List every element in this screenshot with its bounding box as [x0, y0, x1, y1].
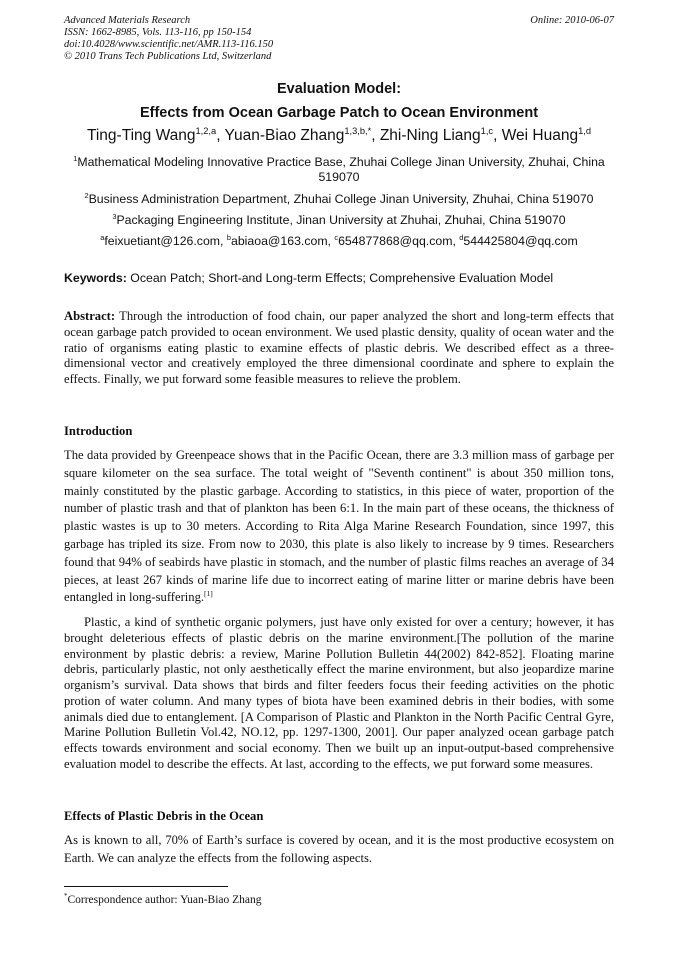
journal-header	[64, 15, 273, 63]
abstract: Abstract: Through the introduction of food chain, our paper analyzed the short and long-term effects that ocean garbage patch provided to ocean environment. We used plastic density, quality of ocean water and the ratio of organisms eating plastic to examine effects of plastic debris. We described effect as a three-dimensional vector and creatively employed the three dimensional coordinate and sphere to explain the effects. Finally, we put forward some feasible measures to relieve the problem.	[64, 309, 614, 387]
online-date: Online: 2010-06-07	[530, 15, 614, 26]
section-heading-introduction: Introduction	[64, 424, 133, 438]
authors	[0, 127, 678, 145]
emails: $^a$feixuetiant@126.com, $^b$abiaoa@163.com, $^c$654877868@qq.com, $^d$544425804@qq.com	[100, 232, 578, 248]
affiliation-2: $^2$Business Administration Department, Zhuhai College Jinan University, Zhuhai, China 519070	[84, 190, 594, 206]
author: Zhi-Ning Liang$^{1,c}$,	[379, 125, 502, 144]
footnote: *Correspondence author: Yuan-Biao Zhang	[64, 893, 262, 906]
affiliation-1: $^1$Mathematical Modeling Innovative Practice Base, Zhuhai College Jinan University, Zhuhai, China 519070	[73, 153, 605, 184]
copyright: © 2010 Trans Tech Publications Ltd, Switzerland	[64, 51, 272, 62]
issn: ISSN: 1662-8985, Vols. 113-116, pp 150-154	[64, 27, 252, 38]
journal-name: Advanced Materials Research	[64, 15, 191, 26]
author: Wei Huang$^{1,d}$	[501, 125, 592, 144]
effects-paragraph: As is known to all, 70% of Earth’s surface is covered by ocean, and it is the most productive ecosystem on Earth. We can analyze the effects from the following aspects.	[64, 833, 614, 865]
affiliation-3: $^3$Packaging Engineering Institute, Jinan University at Zhuhai, Zhuhai, China 519070	[112, 211, 566, 227]
title-line-1: Evaluation Model:	[276, 81, 402, 97]
intro-paragraph-1: The data provided by Greenpeace shows that in the Pacific Ocean, there are 3.3 million mass of garbage per square kilometer on the sea surface. The total weight of "Seventh continent" is about 350 million tons, mainly constituted by the plastic garbage. According to statistics, in this piece of water, proportion of the number of plastic trash and that of plankton has been 6:1. In the main part of these oceans, the thickness of plastic wastes is up to 30 meters. According to Rita Alga Marine Research Foundation, since 1997, this garbage has tripled its size. From now to 2030, this plate is also likely to increase by 9 times. Researchers found that 94% of seabirds have plastic in stomach, and the number of plastic films reaches an average of 34 pieces, at least 267 kinds of marine life due to incorrect eating of marine litter or marine debris have been entangled in long-suffering.[1]	[64, 448, 614, 605]
title-line-2: Effects from Ocean Garbage Patch to Ocean Environment	[139, 105, 539, 121]
doi: doi:10.4028/www.scientific.net/AMR.113-116.150	[64, 39, 274, 50]
author: Yuan-Biao Zhang$^{1,3,b,*}$,	[224, 125, 380, 144]
keywords: Keywords: Ocean Patch; Short-and Long-term Effects; Comprehensive Evaluation Model	[64, 271, 554, 285]
author: Ting-Ting Wang$^{1,2,a}$,	[86, 125, 225, 144]
footnote-divider	[64, 886, 228, 887]
section-heading-effects: Effects of Plastic Debris in the Ocean	[64, 809, 264, 823]
intro-paragraph-2: Plastic, a kind of synthetic organic polymers, just have only existed for over a century; however, it has brought deleterious effects of plastic debris on the marine environment.[The pollution of the marine environment by plastic debris: a review, Marine Pollution Bulletin 44(2002) 842-852]. Floating marine debris, particularly plastic, not only aesthetically effect the marine environment, but also jeopardize marine organism’s survival. Data shows that birds and filter feeders focus their feeding activities on the photic protion of water column. And many types of biota have been examined debris in their bodies, with some animals died due to entanglement. [A Comparison of Plastic and Plankton in the North Pacific Central Gyre, Marine Pollution Bulletin Vol.42, NO.12, pp. 1297-1300, 2001]. Our paper analyzed ocean garbage patch effects towards environment and social economy. Then we built up an input-output-based comprehensive evaluation model to describe the effects. At last, according to the effects, we put forward some measures.	[64, 615, 614, 771]
